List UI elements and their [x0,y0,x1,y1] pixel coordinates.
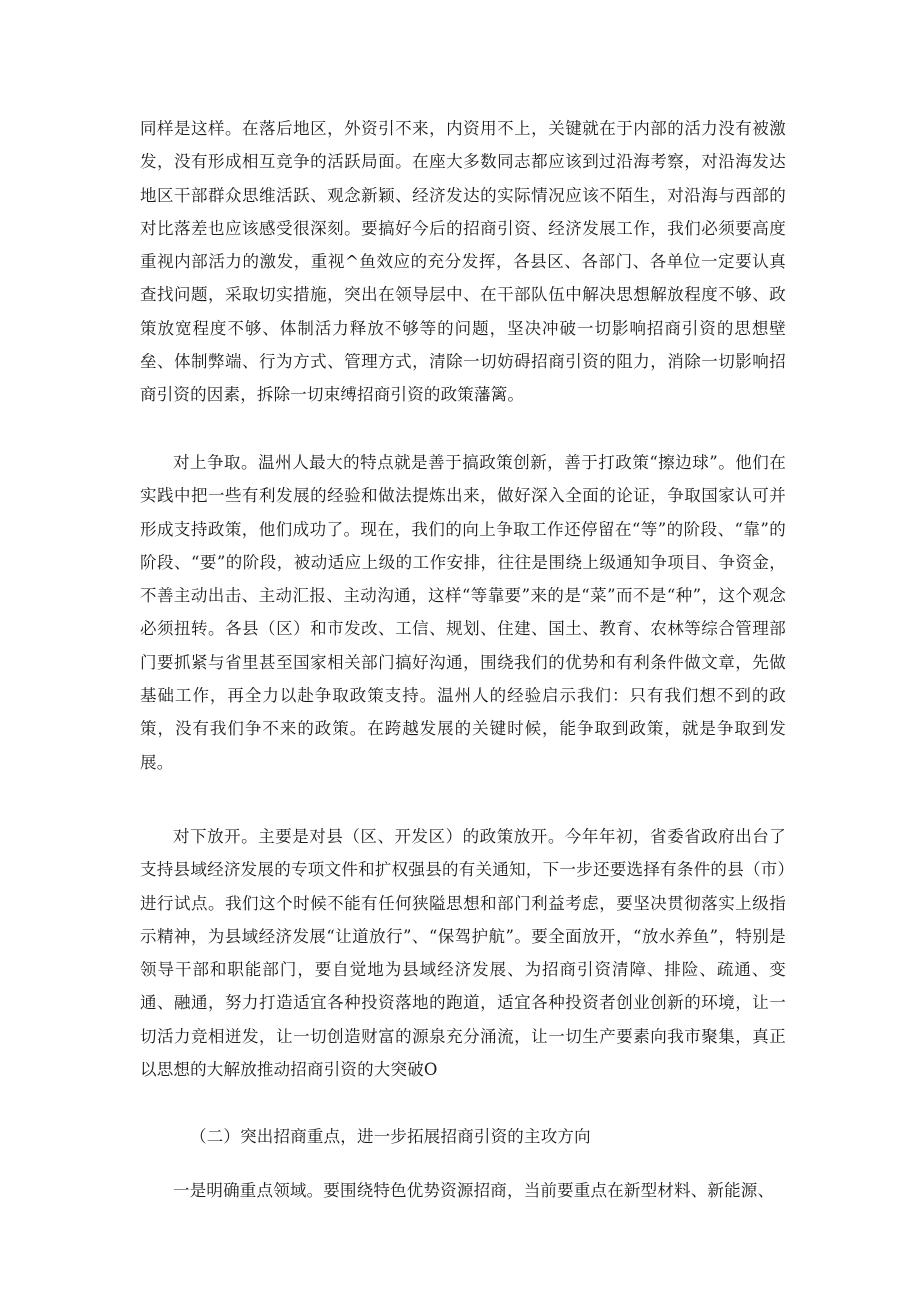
body-paragraph-4: 一是明确重点领域。要围绕特色优势资源招商，当前要重点在新型材料、新能源、 [173,1181,775,1200]
body-paragraph-1: 同样是这样。在落后地区，外资引不来，内资用不上，关键就在于内部的活力没有被激发，没有形成相互竞争的活跃局面。在座大多数同志都应该到过沿海考察，对沿海发达地区干部群众思维活跃、观念新颖、经济发达的实际情况应该不陌生，对沿海与西部的对比落差也应该感受很深刻。要搞好今后的招商引资、经济发展工作，我们必须要高度重视内部活力的激发，重视^鱼效应的充分发挥，各县区、各部门、各单位一定要认真查找问题，采取切实措施，突出在领导层中、在干部队伍中解决思想解放程度不够、政策放宽程度不够、体制活力释放不够等的问题，坚决冲破一切影响招商引资的思想壁垒、体制弊端、行为方式、管理方式，清除一切妨碍招商引资的阻力，消除一切影响招商引资的因素，拆除一切束缚招商引资的政策藩篱。 [140,119,786,405]
body-paragraph-3: 对下放开。主要是对县（区、开发区）的政策放开。今年年初，省委省政府出台了支持县域经济发展的专项文件和扩权强县的有关通知，下一步还要选择有条件的县（市）进行试点。我们这个时候不能有任何狭隘思想和部门利益考虑，要坚决贯彻落实上级指示精神，为县域经济发展“让道放行”、“保驾护航”。要全面放开，“放水养鱼”，特别是领导干部和职能部门，要自觉地为县域经济发展、为招商引资清障、排险、疏通、变通、融通，努力打造适宜各种投资落地的跑道，适宜各种投资者创业创新的环境，让一切活力竞相迸发，让一切创造财富的源泉充分涌流，让一切生产要素向我市聚集，真正以思想的大解放推动招商引资的大突破O [140,827,786,1080]
body-paragraph-2: 对上争取。温州人最大的特点就是善于搞政策创新，善于打政策“擦边球”。他们在实践中把一些有利发展的经验和做法提炼出来，做好深入全面的论证，争取国家认可并形成支持政策，他们成功了。现在，我们的向上争取工作还停留在“等”的阶段、“靠”的阶段、“要”的阶段，被动适应上级的工作安排，往往是围绕上级通知争项目、争资金，不善主动出击、主动汇报、主动沟通，这样“等靠要”来的是“菜”而不是“种”，这个观念必须扭转。各县（区）和市发改、工信、规划、住建、国土、教育、农林等综合管理部门要抓紧与省里甚至国家相关部门搞好沟通，围绕我们的优势和有利条件做文章，先做基础工作，再全力以赴争取政策支持。温州人的经验启示我们：只有我们想不到的政策，没有我们争不来的政策。在跨越发展的关键时候，能争取到政策，就是争取到发展。 [140,453,786,772]
section-heading: （二）突出招商重点，进一步拓展招商引资的主攻方向 [190,1127,591,1146]
